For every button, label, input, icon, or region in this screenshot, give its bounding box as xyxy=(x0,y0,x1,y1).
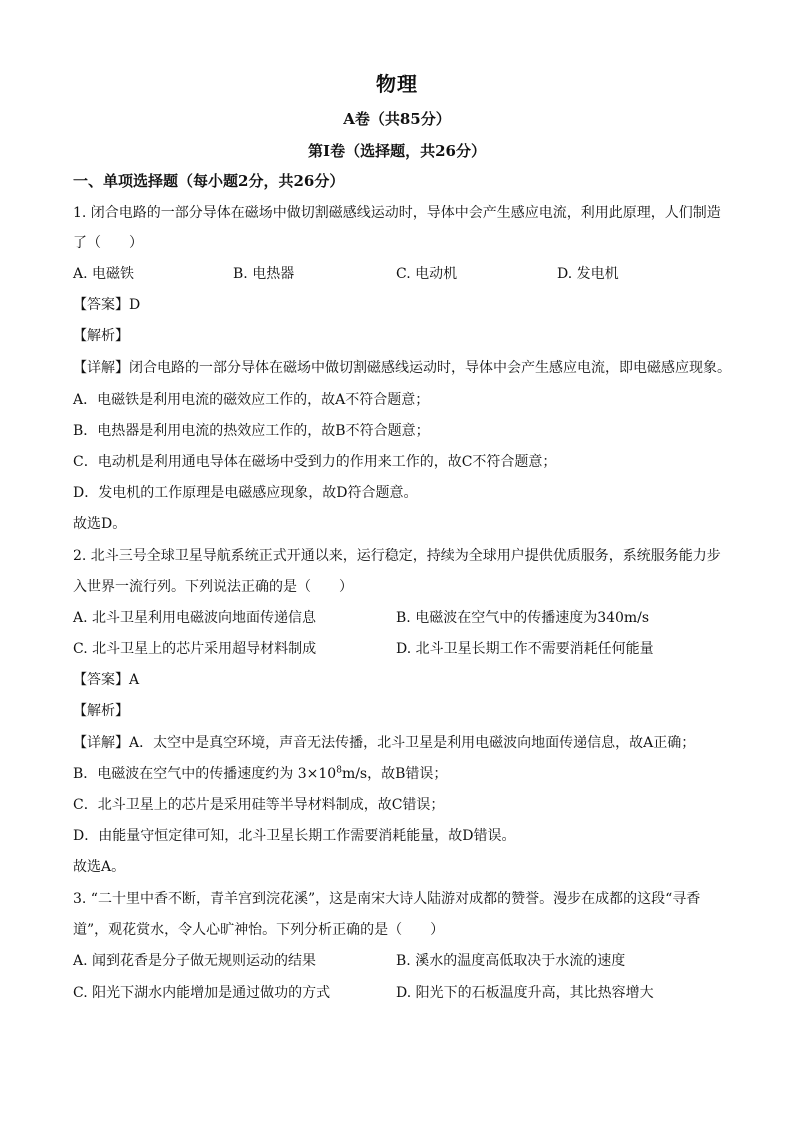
q2-explain-b-pre: B．电磁波在空气中的传播速度约为 3×10 xyxy=(73,766,337,782)
q1-answer: 【答案】D xyxy=(73,297,141,313)
q3-option-c: C. 阳光下湖水内能增加是通过做功的方式 xyxy=(73,985,331,1001)
q1-explain-c: C．电动机是利用通电导体在磁场中受到力的作用来工作的，故C不符合题意； xyxy=(73,454,557,470)
q2-option-d: D. 北斗卫星长期工作不需要消耗任何能量 xyxy=(396,641,654,657)
q2-explain-b-exponent: 8 xyxy=(336,765,342,776)
q2-stem-line1: 2. 北斗三号全球卫星导航系统正式开通以来，运行稳定，持续为全球用户提供优质服务，系统服务能力步 xyxy=(73,548,721,564)
q1-detail: 【详解】闭合电路的一部分导体在磁场中做切割磁感线运动时，导体中会产生感应电流，即电磁感应现象。 xyxy=(73,360,731,376)
q3-stem-line2: 道”，观花赏水，令人心旷神怡。下列分析正确的是（ ） xyxy=(73,922,445,938)
section-heading: 一、单项选择题（每小题2分，共26分） xyxy=(73,172,345,190)
q3-option-d: D. 阳光下的石板温度升高，其比热容增大 xyxy=(396,985,654,1001)
volume-heading: A卷（共85分） xyxy=(343,110,451,128)
q2-option-b: B. 电磁波在空气中的传播速度为340m/s xyxy=(396,610,650,626)
q2-stem-line2: 入世界一流行列。下列说法正确的是（ ） xyxy=(73,579,353,595)
q2-explain-d: D．由能量守恒定律可知，北斗卫星长期工作需要消耗能量，故D错误。 xyxy=(73,828,516,844)
q1-stem-line2: 了（ ） xyxy=(73,235,143,251)
q2-answer: 【答案】A xyxy=(73,672,140,688)
q2-analysis-label: 【解析】 xyxy=(73,703,129,719)
q1-option-b: B. 电热器 xyxy=(233,266,295,282)
q3-option-a: A. 闻到花香是分子做无规则运动的结果 xyxy=(73,953,317,969)
q2-explain-c: C．北斗卫星上的芯片是采用硅等半导材料制成，故C错误； xyxy=(73,797,445,813)
q2-explain-b-post: m/s，故B错误； xyxy=(341,766,448,782)
q1-option-d: D. 发电机 xyxy=(557,266,619,282)
q1-option-c: C. 电动机 xyxy=(396,266,458,282)
q1-stem-line1: 1. 闭合电路的一部分导体在磁场中做切割磁感线运动时，导体中会产生感应电流，利用此原理，人们制造 xyxy=(73,205,721,221)
q2-explain-b xyxy=(73,764,447,784)
part-heading: 第Ⅰ卷（选择题，共26分） xyxy=(308,142,486,160)
q1-explain-b: B．电热器是利用电流的热效应工作的，故B不符合题意； xyxy=(73,423,430,439)
q2-conclusion: 故选A。 xyxy=(73,859,126,875)
q1-option-a: A. 电磁铁 xyxy=(73,266,135,282)
q2-option-c: C. 北斗卫星上的芯片采用超导材料制成 xyxy=(73,641,317,657)
q3-option-b: B. 溪水的温度高低取决于水流的速度 xyxy=(396,953,626,969)
q1-explain-d: D．发电机的工作原理是电磁感应现象，故D符合题意。 xyxy=(73,485,418,501)
page-title: 物理 xyxy=(376,72,418,96)
q3-stem-line1: 3. “二十里中香不断，青羊宫到浣花溪”，这是南宋大诗人陆游对成都的赞誉。漫步在成都的这段“寻香 xyxy=(73,891,701,907)
q2-detail: 【详解】A．太空中是真空环境，声音无法传播，北斗卫星是利用电磁波向地面传递信息，故A正确； xyxy=(73,735,696,751)
q1-explain-a: A．电磁铁是利用电流的磁效应工作的，故A不符合题意； xyxy=(73,392,430,408)
q1-analysis-label: 【解析】 xyxy=(73,328,129,344)
q1-conclusion: 故选D。 xyxy=(73,516,127,532)
q2-option-a: A. 北斗卫星利用电磁波向地面传递信息 xyxy=(73,610,317,626)
